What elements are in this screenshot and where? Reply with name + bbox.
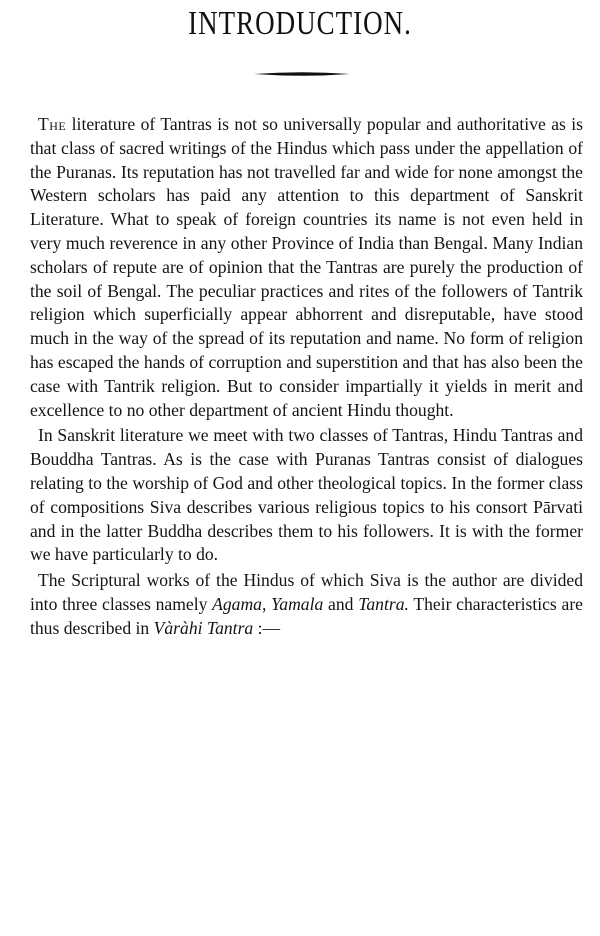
class-tantra: Tantra. <box>358 593 409 614</box>
paragraph-2-body: In Sanskrit literature we meet with two classes of Tantras, Hindu Tantras and Bouddha Tantras. As is the case with Puranas Tantras consist of dialogues relating to the worship of God and other theological topics. In the former class of compositions Siva describes various religious topics to his consort Pārvati and in the latter Buddha describes them to his followers. It is with the former we have particularly to do. <box>30 425 583 565</box>
paragraph-3-ending: :— <box>257 617 281 638</box>
chapter-title: INTRODUCTION. <box>188 4 412 42</box>
paragraph-2 <box>30 424 583 567</box>
paragraph-3 <box>30 569 583 640</box>
body-text <box>30 113 583 641</box>
paragraph-1 <box>30 113 583 422</box>
class-agama: Agama, <box>212 593 267 614</box>
paragraph-3-middle: Their characteristics are thus described in <box>30 593 583 638</box>
ornamental-rule <box>254 71 350 77</box>
source-title: Vàràhi Tantra <box>153 617 254 638</box>
class-yamala: Yamala <box>271 593 324 614</box>
paragraph-1-lead: The <box>38 114 67 134</box>
and-word: and <box>328 593 354 614</box>
paragraph-3-intro: The Scriptural works of the Hindus of which Siva is the author are divided into three classes namely <box>30 570 583 614</box>
paragraph-1-body: literature of Tantras is not so universally popular and authoritative as is that class of sacred writings of the Hindus which pass under the appellation of the Puranas. Its reputation has not travelled far and wide for none amongst the Western scholars has paid any attention to this department of Sanskrit Literature. What to speak of foreign countries its name is not even held in very much reverence in any other Province of India than Bengal. Many Indian scholars of repute are of opinion that the Tantras are purely the production of the soil of Bengal. The peculiar practices and rites of the followers of Tantrik religion which superficially appear abhorrent and disreputable, have stood much in the way of the spread of its reputation and name. No form of religion has escaped the hands of corruption and superstition and that has also been the case with Tantrik religion. But to consider impartially it yields in merit and excellence to no other department of ancient Hindu thought. <box>30 114 583 420</box>
